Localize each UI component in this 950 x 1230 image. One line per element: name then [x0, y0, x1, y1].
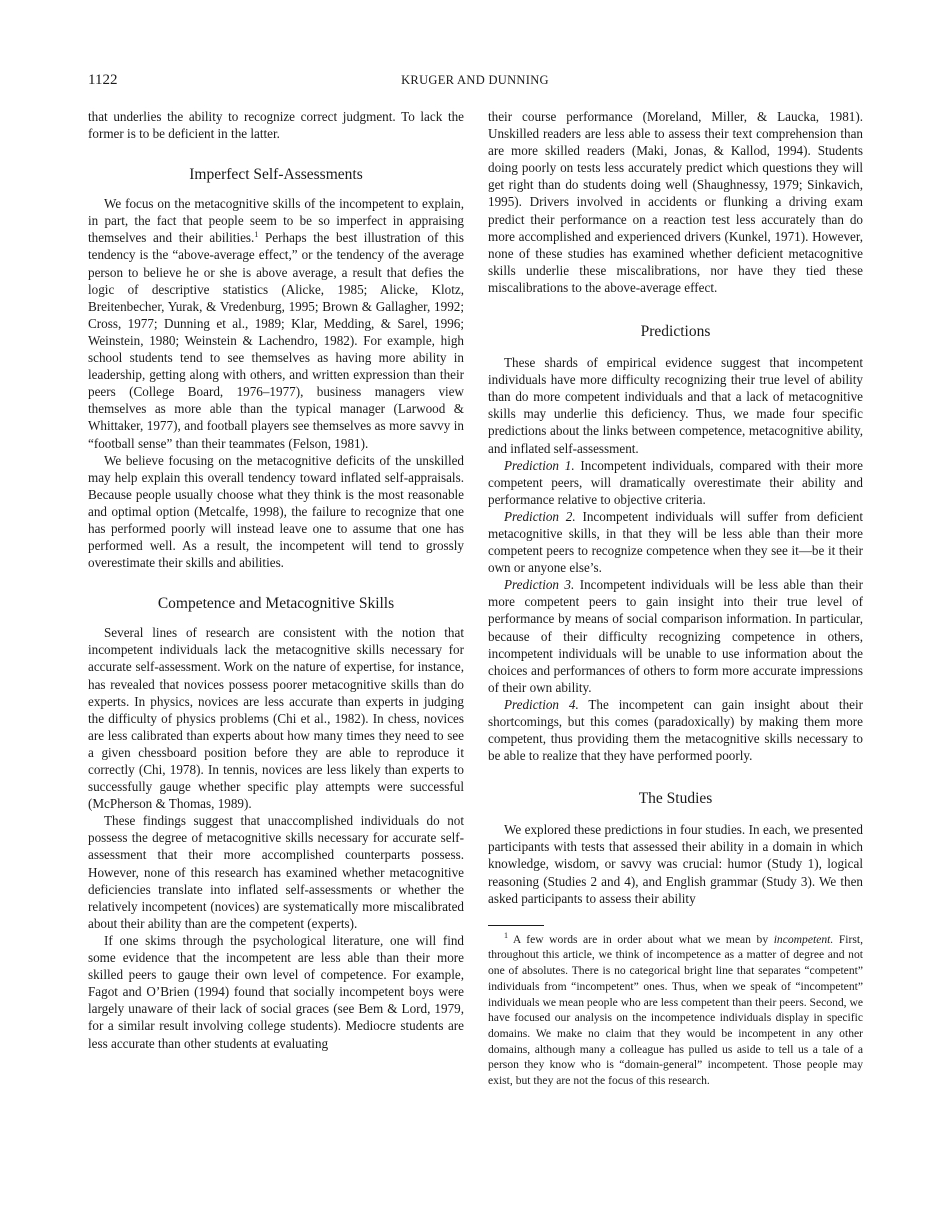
paragraph-continued: that underlies the ability to recognize correct judgment. To lack the former is to be deficient in the latter. — [88, 109, 464, 142]
paragraph-empirical-evidence: These shards of empirical evidence suggest that incompetent individuals have more difficulty recognizing their true level of ability than do more competent individuals and that a lack of metacognitive skills may underlie this deficiency. Thus, we made four specific predictions about the links between competence, metacognitive ability, and inflated self-assessment. — [488, 355, 863, 456]
paragraph-imperfect-self-assessments — [88, 195, 464, 451]
footnote-text: First, throughout this article, we think of incompetence as a matter of degree and not one of absolutes. There is no categorical bright line that separates “competent” individuals from “incompetent” ones. Thus, when we speak of “incompetent” individuals we mean people who are less competent than their peers. Second, we have focused our analysis on the incompetence individuals display in specific domains. We make no claim that they would be incompetent in any other domains, although many a colleague has pulled us aside to tell us a tale of a person they know who is “domain-general” incompetent. Those people may exist, but they are not the focus of this research. — [488, 932, 863, 1088]
paragraph-findings-suggest: These findings suggest that unaccomplished individuals do not possess the degree of metacognitive skills necessary for accurate self-assessment that their more accomplished counterparts possess. However, none of this research has examined whether metacognitive deficiencies translate into inflated self-assessments or whether the relatively incompetent (novices) are systematically more miscalibrated about their ability than are the competent (experts). — [88, 813, 464, 931]
left-column — [88, 108, 464, 1052]
prediction-2 — [488, 508, 863, 576]
section-heading-predictions: Predictions — [640, 323, 711, 341]
footnote-1 — [488, 932, 863, 1089]
prediction-label: Prediction 3. — [504, 577, 575, 593]
paragraph-text: Perhaps the best illustration of this tendency is the “above-average effect,” or the tendency of the average person to believe he or she is above average, a result that defies the logic of descriptive statistics (Alicke, 1985; Alicke, Klotz, Breitenbecher, Yurak, & Vredenburg, 1995; Brown & Gallagher, 1992; Cross, 1977; Dunning et al., 1989; Klar, Medding, & Sarel, 1996; Weinstein, 1980; Weinstein & Lachendro, 1982). For example, high school students tend to see themselves as having more ability in leadership, getting along with others, and written expression than their peers (College Board, 1976–1977), business managers view themselves as more able than the typical manager (Larwood & Whittaker, 1977), and football players see themselves as more savvy in “football sense” than their teammates (Felson, 1981). — [88, 230, 465, 451]
prediction-label: Prediction 4. — [504, 696, 579, 712]
paragraph-lines-of-research: Several lines of research are consistent with the notion that incompetent individuals lack the metacognitive skills necessary for accurate self-assessment. Work on the nature of expertise, for instance, has revealed that novices possess poorer metacognitive skills than do experts. In physics, novices are less accurate than experts in judging the difficulty of physics problems (Chi et al., 1982). In chess, novices are less calibrated than experts about how many times they need to see a given chessboard position before they are able to reproduce it correctly (Chi, 1978). In tennis, novices are less likely than experts to successfully gauge whether specific play attempts were successful (McPherson & Thomas, 1989). — [88, 625, 464, 812]
prediction-label: Prediction 2. — [504, 508, 576, 524]
section-heading-competence-metacognitive-skills: Competence and Metacognitive Skills — [157, 595, 395, 613]
prediction-text: Incompetent individuals will be less able than their more competent peers to gain insight into their true level of performance by means of social comparison information. In particular, because of their difficulty recognizing competence in others, incompetent individuals will be unable to use information about the choices and performances of others to form more accurate impressions of their own ability. — [488, 577, 863, 695]
footnote-text: A few words are in order about what we mean by — [508, 932, 774, 946]
prediction-label: Prediction 1. — [504, 457, 575, 473]
right-column — [488, 108, 863, 1089]
paragraph-continued: their course performance (Moreland, Miller, & Laucka, 1981). Unskilled readers are less able to assess their text comprehension than are more skilled readers (Maki, Jonas, & Kallod, 1994). Students doing poorly on tests less accurately predict which questions they will get right than do students doing well (Shaughnessy, 1979; Sinkavich, 1995). Drivers involved in accidents or flunking a driving exam predict their performance on a reaction test less accurately than do more accomplished and experienced drivers (Kunkel, 1971). However, none of these studies has examined whether deficient metacognitive skills underlie these miscalibrations, nor have they tied these miscalibrations to the above-average effect. — [488, 109, 863, 295]
footnote-divider — [488, 925, 544, 926]
footnote-marker: 1 — [254, 230, 259, 240]
paragraph-the-studies: We explored these predictions in four studies. In each, we presented participants with tests that assessed their ability in a domain in which knowledge, wisdom, or savvy was crucial: humor (Study 1), logical reasoning (Studies 2 and 4), and English grammar (Study 3). We then asked participants to assess their ability — [488, 822, 863, 906]
footnote-emphasis: incompetent. — [773, 932, 834, 946]
section-heading-the-studies: The Studies — [638, 790, 713, 808]
running-head-authors: KRUGER AND DUNNING — [401, 73, 549, 87]
paragraph-text: We focus on the metacognitive skills of the incompetent to explain, in part, the fact that people seem to be so imperfect in appraising themselves and their abilities. — [88, 196, 464, 246]
section-heading-imperfect-self-assessments: Imperfect Self-Assessments — [189, 166, 363, 184]
prediction-text: The incompetent can gain insight about their shortcomings, but this comes (paradoxically) by making them more competent, thus providing them the metacognitive skills necessary to be able to realize that they have performed poorly. — [488, 696, 863, 764]
prediction-4 — [488, 696, 863, 764]
prediction-3 — [488, 576, 863, 696]
paragraph-metacognitive-deficits: We believe focusing on the metacognitive deficits of the unskilled may help explain this overall tendency toward inflated self-appraisals. Because people usually choose what they think is the most reasonable and optimal option (Metcalfe, 1998), the failure to recognize that one has performed poorly will instead leave one to assume that one has performed well. As a result, the incompetent will tend to grossly overestimate their skills and abilities. — [88, 452, 464, 571]
prediction-text: Incompetent individuals will suffer from deficient metacognitive skills, in that they will be less able than their more competent peers to recognize competence when they see it—be it their own or anyone else’s. — [488, 508, 863, 576]
paragraph-psychological-literature: If one skims through the psychological literature, one will find some evidence that the incompetent are less able than their more skilled peers to gauge their own level of competence. For example, Fagot and O’Brien (1994) found that socially incompetent boys were largely unaware of their lack of social graces (see Bem & Lord, 1979, for a similar result involving college students). Mediocre students are less accurate than other students at evaluating — [88, 932, 464, 1051]
prediction-1 — [488, 457, 863, 508]
footnote-marker: 1 — [504, 930, 508, 940]
prediction-text: Incompetent individuals, compared with their more competent peers, will dramatically overestimate their ability and performance relative to objective criteria. — [488, 457, 864, 507]
page-number: 1122 — [88, 72, 118, 88]
running-head — [88, 72, 862, 92]
